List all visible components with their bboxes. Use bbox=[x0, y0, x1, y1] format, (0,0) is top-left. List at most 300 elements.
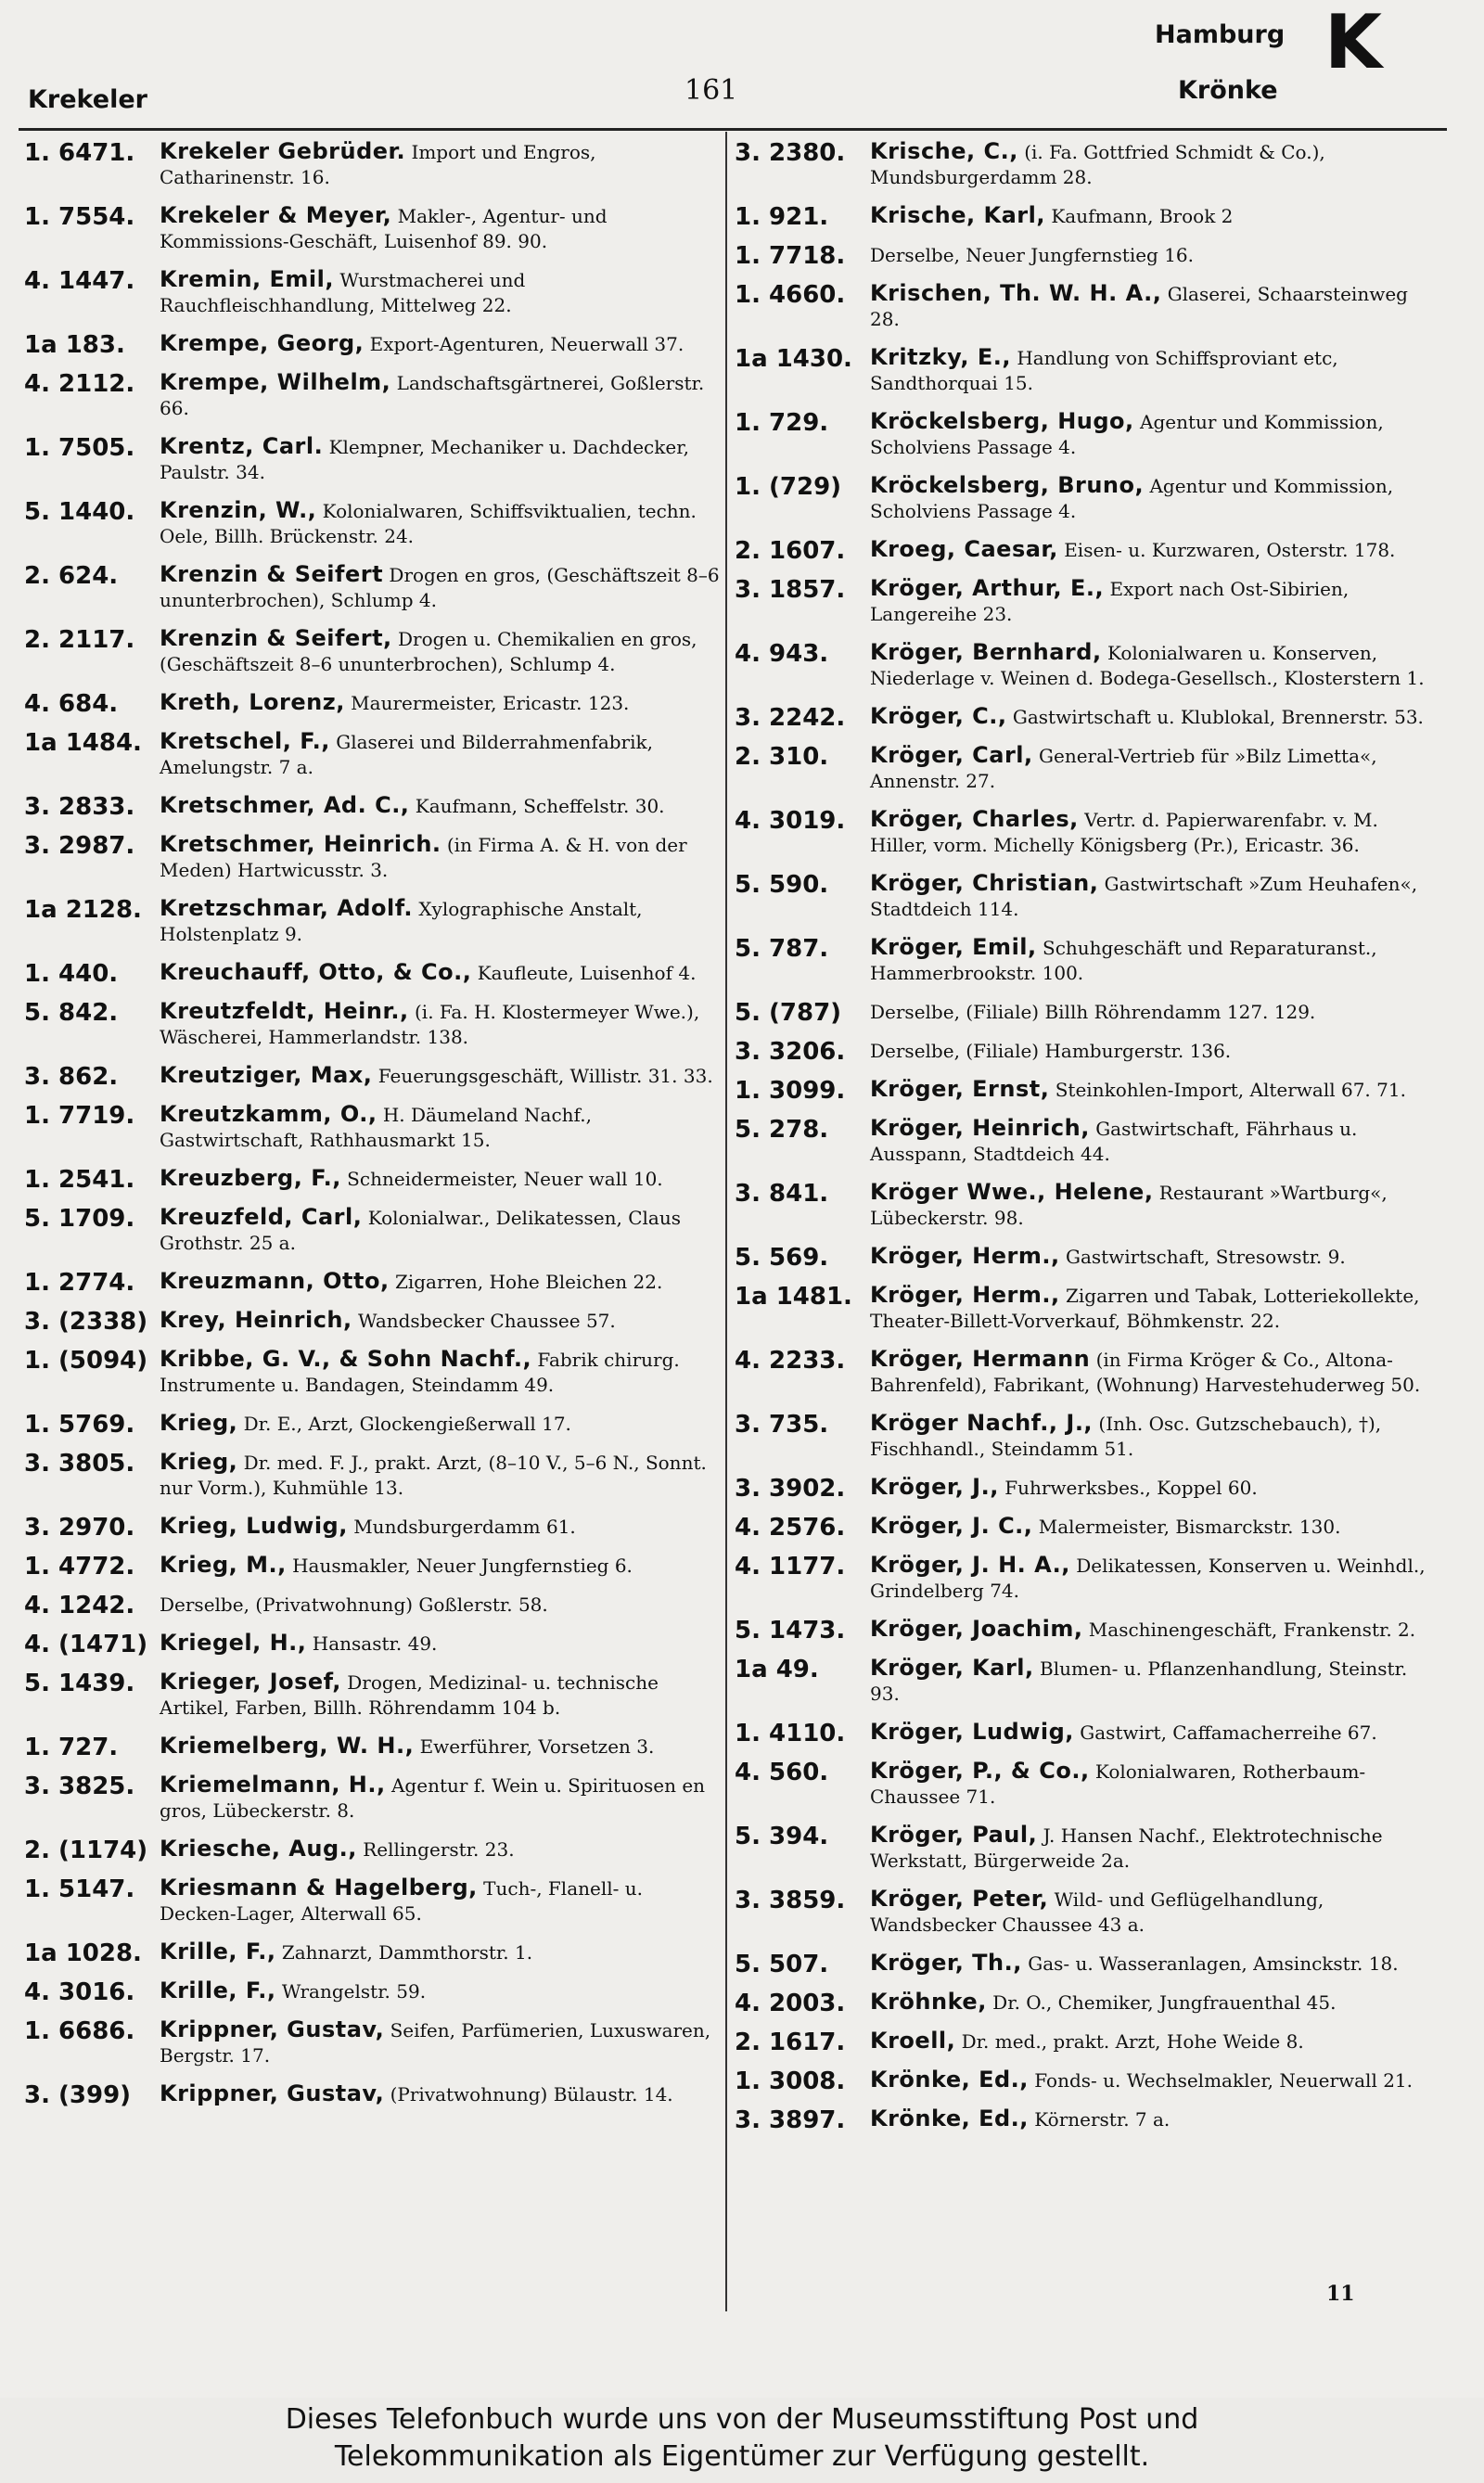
entry-body bbox=[870, 1759, 1430, 1810]
directory-entry bbox=[24, 1670, 720, 1721]
entry-body bbox=[870, 1951, 1430, 1977]
entry-body bbox=[160, 1875, 720, 1926]
directory-entry bbox=[24, 1166, 720, 1192]
subscriber-details: Fabrik chirurg. Instrumente u. Bandagen, Steindamm 49. bbox=[160, 1349, 680, 1396]
subscriber-details: Kolonialwaren, Schiffsviktualien, techn. Oele, Billh. Brückenstr. 24. bbox=[160, 500, 697, 547]
directory-entry bbox=[735, 203, 1430, 229]
subscriber-details: Hausmakler, Neuer Jungfernstieg 6. bbox=[292, 1555, 633, 1577]
subscriber-name: Kröger, J. C., bbox=[870, 1513, 1033, 1539]
entry-body bbox=[870, 640, 1430, 691]
subscriber-details: Zigarren, Hohe Bleichen 22. bbox=[394, 1271, 663, 1293]
subscriber-name: Kritzky, E., bbox=[870, 344, 1011, 370]
phone-number: 4. 1447. bbox=[24, 267, 135, 295]
entry-body bbox=[160, 1773, 720, 1824]
subscriber-name: Kreuzfeld, Carl, bbox=[160, 1204, 363, 1230]
subscriber-name: Kriesmann & Hagelberg, bbox=[160, 1875, 478, 1901]
phone-number: 5. 787. bbox=[735, 935, 829, 963]
subscriber-details: (i. Fa. Gottfried Schmidt & Co.), Mundsburgerdamm 28. bbox=[870, 141, 1325, 188]
subscriber-details: Kaufmann, Scheffelstr. 30. bbox=[415, 795, 665, 817]
subscriber-name: Krippner, Gustav, bbox=[160, 2080, 385, 2106]
directory-entry bbox=[735, 935, 1430, 986]
phone-number: 2. 1607. bbox=[735, 537, 846, 565]
directory-entry bbox=[735, 1990, 1430, 2016]
subscriber-details: Dr. O., Chemiker, Jungfrauenthal 45. bbox=[992, 1991, 1337, 2014]
subscriber-name: Kröger, Hermann bbox=[870, 1346, 1091, 1372]
entry-body bbox=[160, 1205, 720, 1256]
entry-body bbox=[870, 2067, 1430, 2093]
phone-number: 1a 2128. bbox=[24, 896, 142, 924]
subscriber-name: Krekeler Gebrüder. bbox=[160, 138, 406, 164]
subscriber-name: Kreutzfeldt, Heinr., bbox=[160, 998, 409, 1024]
directory-entry bbox=[24, 690, 720, 716]
subscriber-name: Kröckelsberg, Bruno, bbox=[870, 472, 1145, 498]
directory-entry bbox=[24, 1592, 720, 1618]
phone-number: 3. 841. bbox=[735, 1180, 829, 1208]
entry-body bbox=[160, 896, 720, 947]
entry-body bbox=[160, 793, 720, 819]
entry-body bbox=[870, 1617, 1430, 1643]
entry-body bbox=[160, 1102, 720, 1153]
directory-entry bbox=[735, 1180, 1430, 1231]
subscriber-details: (in Firma Kröger & Co., Altona-Bahrenfeld), Fabrikant, (Wohnung) Harvestehuderweg 50. bbox=[870, 1349, 1421, 1396]
subscriber-details: Kaufleute, Luisenhof 4. bbox=[477, 962, 697, 984]
subscriber-details: Maurermeister, Ericastr. 123. bbox=[351, 692, 630, 714]
subscriber-details: Fuhrwerksbes., Koppel 60. bbox=[1004, 1477, 1258, 1499]
subscriber-details: Vertr. d. Papierwarenfabr. v. M. Hiller, vorm. Michelly Königsberg (Pr.), Ericastr. 36. bbox=[870, 809, 1378, 856]
phone-number: 3. 862. bbox=[24, 1063, 119, 1091]
phone-number: 1. 921. bbox=[735, 203, 829, 231]
entry-body bbox=[160, 960, 720, 986]
phone-number: 3. 3859. bbox=[735, 1887, 846, 1914]
subscriber-details: Drogen u. Chemikalien en gros, (Geschäftszeit 8–6 ununterbrochen), Schlump 4. bbox=[160, 628, 697, 675]
subscriber-name: Kretschmer, Heinrich. bbox=[160, 831, 441, 857]
entry-body bbox=[160, 1670, 720, 1721]
phone-number: 4. 2112. bbox=[24, 370, 135, 398]
directory-entry bbox=[735, 871, 1430, 922]
subscriber-details: Zahnarzt, Dammthorstr. 1. bbox=[281, 1941, 533, 1964]
directory-entry bbox=[24, 1631, 720, 1657]
subscriber-name: Kröger, P., & Co., bbox=[870, 1758, 1090, 1784]
subscriber-details: Handlung von Schiffsproviant etc, Sandthorquai 15. bbox=[870, 347, 1338, 394]
subscriber-details: Gastwirtschaft, Fährhaus u. Ausspann, Stadtdeich 44. bbox=[870, 1118, 1358, 1165]
entry-body bbox=[160, 1411, 720, 1437]
subscriber-details: Import und Engros, Catharinenstr. 16. bbox=[160, 141, 596, 188]
phone-number: 1. 3099. bbox=[735, 1077, 846, 1105]
subscriber-name: Krenzin & Seifert, bbox=[160, 625, 392, 651]
directory-entry bbox=[735, 139, 1430, 190]
directory-entry bbox=[24, 1063, 720, 1089]
entry-body bbox=[870, 807, 1430, 858]
entry-body bbox=[870, 1823, 1430, 1874]
phone-number: 5. 1473. bbox=[735, 1617, 846, 1645]
directory-entry bbox=[735, 2106, 1430, 2132]
subscriber-name: Krille, F., bbox=[160, 1939, 276, 1965]
directory-entry bbox=[735, 1887, 1430, 1938]
directory-entry bbox=[24, 1875, 720, 1926]
subscriber-details: (Privatwohnung) Bülaustr. 14. bbox=[390, 2083, 673, 2105]
entry-body bbox=[870, 1116, 1430, 1167]
phone-number: 4. 2233. bbox=[735, 1347, 846, 1375]
subscriber-name: Kretschmer, Ad. C., bbox=[160, 792, 410, 818]
subscriber-name: Kröger, Carl, bbox=[870, 742, 1033, 768]
entry-body bbox=[870, 203, 1430, 229]
entry-body bbox=[160, 1631, 720, 1657]
entry-body bbox=[160, 1514, 720, 1540]
entry-body bbox=[160, 999, 720, 1050]
phone-number: 3. 3206. bbox=[735, 1038, 846, 1066]
subscriber-name: Kröhnke, bbox=[870, 1989, 987, 2015]
phone-number: 1. 3008. bbox=[735, 2067, 846, 2095]
subscriber-details: Dr. med. F. J., prakt. Arzt, (8–10 V., 5–6 N., Sonnt. nur Vorm.), Kuhmühle 13. bbox=[160, 1452, 707, 1499]
header-right-catchword: Krönke bbox=[1178, 76, 1278, 105]
entry-body bbox=[870, 1180, 1430, 1231]
directory-entry bbox=[24, 562, 720, 613]
subscriber-details: H. Däumeland Nachf., Gastwirtschaft, Rathhausmarkt 15. bbox=[160, 1104, 592, 1151]
subscriber-name: Krenzin, W., bbox=[160, 497, 317, 523]
subscriber-name: Krieg, M., bbox=[160, 1552, 287, 1578]
directory-entry bbox=[24, 203, 720, 254]
entry-body bbox=[870, 871, 1430, 922]
subscriber-name: Kröger, Arthur, E., bbox=[870, 575, 1105, 601]
directory-entry bbox=[24, 498, 720, 549]
subscriber-details: Maschinengeschäft, Frankenstr. 2. bbox=[1088, 1619, 1416, 1641]
entry-body bbox=[870, 1656, 1430, 1707]
entry-body bbox=[870, 2029, 1430, 2054]
directory-entry bbox=[735, 1411, 1430, 1462]
subscriber-name: Kröger, Emil, bbox=[870, 934, 1037, 960]
entry-body bbox=[870, 1077, 1430, 1103]
subscriber-details: Xylographische Anstalt, Holstenplatz 9. bbox=[160, 898, 643, 945]
subscriber-details: Drogen en gros, (Geschäftszeit 8–6 ununterbrochen), Schlump 4. bbox=[160, 564, 720, 611]
directory-entry bbox=[735, 242, 1430, 268]
directory-entry bbox=[735, 345, 1430, 396]
subscriber-details: (Inh. Osc. Gutzschebauch), †), Fischhandl., Steindamm 51. bbox=[870, 1413, 1382, 1460]
entry-body bbox=[160, 1939, 720, 1965]
subscriber-name: Krische, C., bbox=[870, 138, 1018, 164]
entry-body bbox=[160, 1553, 720, 1579]
subscriber-name: Krekeler & Meyer, bbox=[160, 202, 392, 228]
directory-entry bbox=[735, 1951, 1430, 1977]
directory-entry bbox=[24, 1411, 720, 1437]
subscriber-details: General-Vertrieb für »Bilz Limetta«, Annenstr. 27. bbox=[870, 745, 1377, 792]
subscriber-name: Kreuzmann, Otto, bbox=[160, 1268, 390, 1294]
entry-body bbox=[870, 999, 1430, 1025]
phone-number: 3. 3825. bbox=[24, 1773, 135, 1800]
directory-entry bbox=[735, 1244, 1430, 1270]
phone-number: 4. 3019. bbox=[735, 807, 846, 835]
subscriber-details: Körnerstr. 7 a. bbox=[1034, 2108, 1171, 2131]
subscriber-name: Kreutzkamm, O., bbox=[160, 1101, 377, 1127]
directory-entry bbox=[24, 1450, 720, 1501]
directory-entry bbox=[24, 1553, 720, 1579]
entry-body bbox=[160, 434, 720, 485]
phone-number: 4. 1242. bbox=[24, 1592, 135, 1619]
directory-entry bbox=[735, 576, 1430, 627]
subscriber-details: Kolonialwar., Delikatessen, Claus Grothstr. 25 a. bbox=[160, 1207, 681, 1254]
directory-entry bbox=[24, 2081, 720, 2107]
directory-entry bbox=[24, 896, 720, 947]
directory-entry bbox=[24, 1205, 720, 1256]
subscriber-name: Krönke, Ed., bbox=[870, 2067, 1029, 2093]
directory-entry bbox=[24, 1837, 720, 1862]
subscriber-name: Kröger, Karl, bbox=[870, 1655, 1034, 1681]
subscriber-name: Krippner, Gustav, bbox=[160, 2016, 385, 2042]
phone-number: 2. 310. bbox=[735, 743, 829, 771]
directory-entry bbox=[735, 1038, 1430, 1064]
subscriber-details: Rellingerstr. 23. bbox=[363, 1838, 515, 1861]
phone-number: 3. 2987. bbox=[24, 832, 135, 860]
directory-entry bbox=[735, 1116, 1430, 1167]
entry-body bbox=[870, 1990, 1430, 2016]
phone-number: 1a 1028. bbox=[24, 1939, 142, 1967]
subscriber-details: Agentur f. Wein u. Spirituosen en gros, Lübeckerstr. 8. bbox=[160, 1774, 706, 1822]
footer-credit bbox=[0, 2398, 1484, 2483]
subscriber-details: Dr. med., prakt. Arzt, Hohe Weide 8. bbox=[961, 2030, 1304, 2053]
entry-body bbox=[160, 1347, 720, 1398]
phone-number: 1. 7554. bbox=[24, 203, 135, 231]
subscriber-details: Seifen, Parfümerien, Luxuswaren, Bergstr. 17. bbox=[160, 2019, 711, 2067]
subscriber-details: Gastwirtschaft »Zum Heuhafen«, Stadtdeich 114. bbox=[870, 873, 1418, 920]
entry-body bbox=[870, 935, 1430, 986]
subscriber-details: Wandsbecker Chaussee 57. bbox=[358, 1310, 616, 1332]
directory-entry bbox=[24, 2017, 720, 2068]
entry-body bbox=[160, 1450, 720, 1501]
phone-number: 1. (5094) bbox=[24, 1347, 148, 1375]
phone-number: 5. 569. bbox=[735, 1244, 829, 1272]
directory-entry bbox=[24, 1939, 720, 1965]
subscriber-name: Krey, Heinrich, bbox=[160, 1307, 352, 1333]
entry-body bbox=[870, 1475, 1430, 1501]
entry-body bbox=[160, 1308, 720, 1334]
phone-number: 1. 4772. bbox=[24, 1553, 135, 1581]
subscriber-name: Kreuchauff, Otto, & Co., bbox=[160, 959, 472, 985]
subscriber-details: Restaurant »Wartburg«, Lübeckerstr. 98. bbox=[870, 1182, 1388, 1229]
phone-number: 4. 943. bbox=[735, 640, 829, 668]
directory-entry bbox=[24, 331, 720, 357]
directory-entry bbox=[735, 1617, 1430, 1643]
subscriber-name: Kreth, Lorenz, bbox=[160, 689, 345, 715]
subscriber-name: Krische, Karl, bbox=[870, 202, 1045, 228]
directory-entry bbox=[24, 626, 720, 677]
subscriber-name: Kröger, J., bbox=[870, 1474, 999, 1500]
phone-number: 1a 1484. bbox=[24, 729, 142, 757]
phone-number: 3. (2338) bbox=[24, 1308, 148, 1336]
subscriber-details: Blumen- u. Pflanzenhandlung, Steinstr. 93. bbox=[870, 1657, 1408, 1705]
phone-number: 3. 2970. bbox=[24, 1514, 135, 1542]
subscriber-name: Kroeg, Caesar, bbox=[870, 536, 1058, 562]
phone-number: 5. 590. bbox=[735, 871, 829, 899]
directory-entry bbox=[24, 139, 720, 190]
phone-number: 1. 7719. bbox=[24, 1102, 135, 1130]
subscriber-name: Krenzin & Seifert bbox=[160, 561, 384, 587]
entry-body bbox=[160, 139, 720, 190]
column-divider bbox=[725, 132, 727, 2311]
directory-entry bbox=[735, 1656, 1430, 1707]
subscriber-name: Kröger, J. H. A., bbox=[870, 1552, 1070, 1578]
footer-line-2: Telekommunikation als Eigentümer zur Verfügung gestellt. bbox=[334, 2440, 1150, 2473]
subscriber-details: Tuch-, Flanell- u. Decken-Lager, Alterwall 65. bbox=[160, 1877, 643, 1925]
phone-number: 5. 278. bbox=[735, 1116, 829, 1144]
phone-number: 3. 3805. bbox=[24, 1450, 135, 1478]
subscriber-details: Malermeister, Bismarckstr. 130. bbox=[1038, 1516, 1341, 1538]
directory-entry bbox=[735, 409, 1430, 460]
subscriber-details: Gas- u. Wasseranlagen, Amsinckstr. 18. bbox=[1028, 1952, 1399, 1975]
right-column bbox=[735, 139, 1430, 2145]
directory-entry bbox=[24, 729, 720, 780]
subscriber-name: Kriemelberg, W. H., bbox=[160, 1733, 415, 1759]
entry-body bbox=[870, 704, 1430, 730]
subscriber-name: Krönke, Ed., bbox=[870, 2105, 1029, 2131]
directory-entry bbox=[735, 704, 1430, 730]
subscriber-name: Kröger, Th., bbox=[870, 1950, 1022, 1976]
phone-number: 1. 6686. bbox=[24, 2017, 135, 2045]
phone-number: 3. 3897. bbox=[735, 2106, 846, 2134]
subscriber-details: Derselbe, (Filiale) Hamburgerstr. 136. bbox=[870, 1040, 1232, 1062]
phone-number: 3. 735. bbox=[735, 1411, 829, 1439]
phone-number: 3. 2833. bbox=[24, 793, 135, 821]
directory-entry bbox=[735, 537, 1430, 563]
subscriber-name: Kröger, Heinrich, bbox=[870, 1115, 1090, 1141]
section-letter: K bbox=[1324, 0, 1382, 85]
subscriber-details: Schneidermeister, Neuer wall 10. bbox=[347, 1168, 663, 1190]
phone-number: 3. 2242. bbox=[735, 704, 846, 732]
entry-body bbox=[160, 626, 720, 677]
directory-entry bbox=[24, 1269, 720, 1295]
phone-number: 3. 1857. bbox=[735, 576, 846, 604]
subscriber-details: Schuhgeschäft und Reparaturanst., Hammerbrookstr. 100. bbox=[870, 937, 1377, 984]
entry-body bbox=[160, 562, 720, 613]
phone-number: 1. 5769. bbox=[24, 1411, 135, 1439]
directory-entry bbox=[735, 1347, 1430, 1398]
entry-body bbox=[160, 1063, 720, 1089]
subscriber-details: Gastwirtschaft, Stresowstr. 9. bbox=[1065, 1246, 1346, 1268]
entry-body bbox=[160, 729, 720, 780]
subscriber-name: Kröckelsberg, Hugo, bbox=[870, 408, 1134, 434]
phone-number: 1. 7718. bbox=[735, 242, 846, 270]
subscriber-name: Kröger, Ludwig, bbox=[870, 1719, 1074, 1745]
entry-body bbox=[160, 1269, 720, 1295]
directory-entry bbox=[24, 1773, 720, 1824]
entry-body bbox=[870, 1553, 1430, 1604]
phone-number: 1. 5147. bbox=[24, 1875, 135, 1903]
subscriber-details: Eisen- u. Kurzwaren, Osterstr. 178. bbox=[1064, 539, 1396, 561]
entry-body bbox=[160, 1734, 720, 1760]
phone-number: 1. 7505. bbox=[24, 434, 135, 462]
directory-entry bbox=[24, 793, 720, 819]
subscriber-name: Kretzschmar, Adolf. bbox=[160, 895, 413, 921]
directory-entry bbox=[735, 1283, 1430, 1334]
subscriber-details: Wurstmacherei und Rauchfleischhandlung, Mittelweg 22. bbox=[160, 269, 526, 316]
subscriber-name: Krieg, bbox=[160, 1410, 238, 1436]
directory-entry bbox=[24, 1102, 720, 1153]
phone-number: 3. (399) bbox=[24, 2081, 132, 2109]
subscriber-name: Kröger, Christian, bbox=[870, 870, 1099, 896]
phone-number: 4. 684. bbox=[24, 690, 119, 718]
phone-number: 5. 1709. bbox=[24, 1205, 135, 1233]
subscriber-name: Kribbe, G. V., & Sohn Nachf., bbox=[160, 1346, 532, 1372]
entry-body bbox=[870, 473, 1430, 524]
directory-entry bbox=[24, 1308, 720, 1334]
directory-entry bbox=[24, 832, 720, 883]
left-column bbox=[24, 139, 720, 2120]
subscriber-name: Kröger, Peter, bbox=[870, 1886, 1049, 1912]
subscriber-name: Kröger, Herm., bbox=[870, 1243, 1060, 1269]
subscriber-name: Kreutziger, Max, bbox=[160, 1062, 373, 1088]
phone-number: 4. 2576. bbox=[735, 1514, 846, 1542]
subscriber-name: Krieger, Josef, bbox=[160, 1669, 341, 1695]
directory-entry bbox=[735, 1553, 1430, 1604]
directory-entry bbox=[24, 999, 720, 1050]
directory-entry bbox=[24, 1734, 720, 1760]
subscriber-details: Dr. E., Arzt, Glockengießerwall 17. bbox=[243, 1413, 571, 1435]
directory-entry bbox=[735, 807, 1430, 858]
entry-body bbox=[870, 537, 1430, 563]
entry-body bbox=[160, 267, 720, 318]
phone-number: 1. 727. bbox=[24, 1734, 119, 1761]
directory-entry bbox=[735, 1475, 1430, 1501]
subscriber-name: Kretschel, F., bbox=[160, 728, 330, 754]
directory-entry bbox=[24, 960, 720, 986]
phone-number: 1. (729) bbox=[735, 473, 842, 501]
phone-number: 5. 1440. bbox=[24, 498, 135, 526]
header-left-catchword: Krekeler bbox=[28, 85, 147, 114]
subscriber-details: (i. Fa. H. Klostermeyer Wwe.), Wäscherei, Hammerlandstr. 138. bbox=[160, 1001, 700, 1048]
entry-body bbox=[160, 1837, 720, 1862]
phone-number: 5. 842. bbox=[24, 999, 119, 1027]
entry-body bbox=[870, 1411, 1430, 1462]
subscriber-details: Drogen, Medizinal- u. technische Artikel, Farben, Billh. Röhrendamm 104 b. bbox=[160, 1671, 659, 1719]
subscriber-details: Kaufmann, Brook 2 bbox=[1051, 205, 1234, 227]
subscriber-name: Kreuzberg, F., bbox=[160, 1165, 341, 1191]
subscriber-details: Wild- und Geflügelhandlung, Wandsbecker Chaussee 43 a. bbox=[870, 1888, 1324, 1936]
entry-body bbox=[870, 1887, 1430, 1938]
subscriber-name: Kroell, bbox=[870, 2028, 956, 2054]
subscriber-name: Krentz, Carl. bbox=[160, 433, 324, 459]
subscriber-details: Derselbe, (Privatwohnung) Goßlerstr. 58. bbox=[160, 1593, 548, 1616]
subscriber-details: Gastwirtschaft u. Klublokal, Brennerstr. 53. bbox=[1012, 706, 1424, 728]
directory-entry bbox=[735, 1759, 1430, 1810]
subscriber-name: Kröger, Charles, bbox=[870, 806, 1079, 832]
subscriber-details: Fonds- u. Wechselmakler, Neuerwall 21. bbox=[1034, 2069, 1414, 2092]
entry-body bbox=[160, 203, 720, 254]
page-note: 11 bbox=[1326, 2282, 1355, 2306]
phone-number: 3. 2380. bbox=[735, 139, 846, 167]
phone-number: 1. 4110. bbox=[735, 1720, 846, 1747]
directory-entry bbox=[735, 1823, 1430, 1874]
phone-number: 2. 2117. bbox=[24, 626, 135, 654]
subscriber-details: Makler-, Agentur- und Kommissions-Geschäft, Luisenhof 89. 90. bbox=[160, 205, 608, 252]
subscriber-details: Klempner, Mechaniker u. Dachdecker, Paulstr. 34. bbox=[160, 436, 689, 483]
subscriber-name: Kröger Wwe., Helene, bbox=[870, 1179, 1154, 1205]
entry-body bbox=[870, 1347, 1430, 1398]
entry-body bbox=[870, 1514, 1430, 1540]
subscriber-details: Glaserei, Schaarsteinweg 28. bbox=[870, 283, 1408, 330]
phone-number: 5. 394. bbox=[735, 1823, 829, 1850]
entry-body bbox=[870, 139, 1430, 190]
phone-number: 4. (1471) bbox=[24, 1631, 148, 1658]
subscriber-name: Kröger, Ernst, bbox=[870, 1076, 1050, 1102]
subscriber-details: Derselbe, Neuer Jungfernstieg 16. bbox=[870, 244, 1195, 266]
directory-entry bbox=[24, 434, 720, 485]
subscriber-name: Kröger, C., bbox=[870, 703, 1007, 729]
phone-number: 4. 3016. bbox=[24, 1978, 135, 2006]
entry-body bbox=[160, 1166, 720, 1192]
directory-entry bbox=[24, 1514, 720, 1540]
subscriber-details: J. Hansen Nachf., Elektrotechnische Werkstatt, Bürgerweide 2a. bbox=[870, 1824, 1383, 1872]
directory-entry bbox=[735, 473, 1430, 524]
subscriber-details: Ewerführer, Vorsetzen 3. bbox=[419, 1735, 655, 1758]
subscriber-details: Agentur und Kommission, Scholviens Passage 4. bbox=[870, 475, 1394, 522]
